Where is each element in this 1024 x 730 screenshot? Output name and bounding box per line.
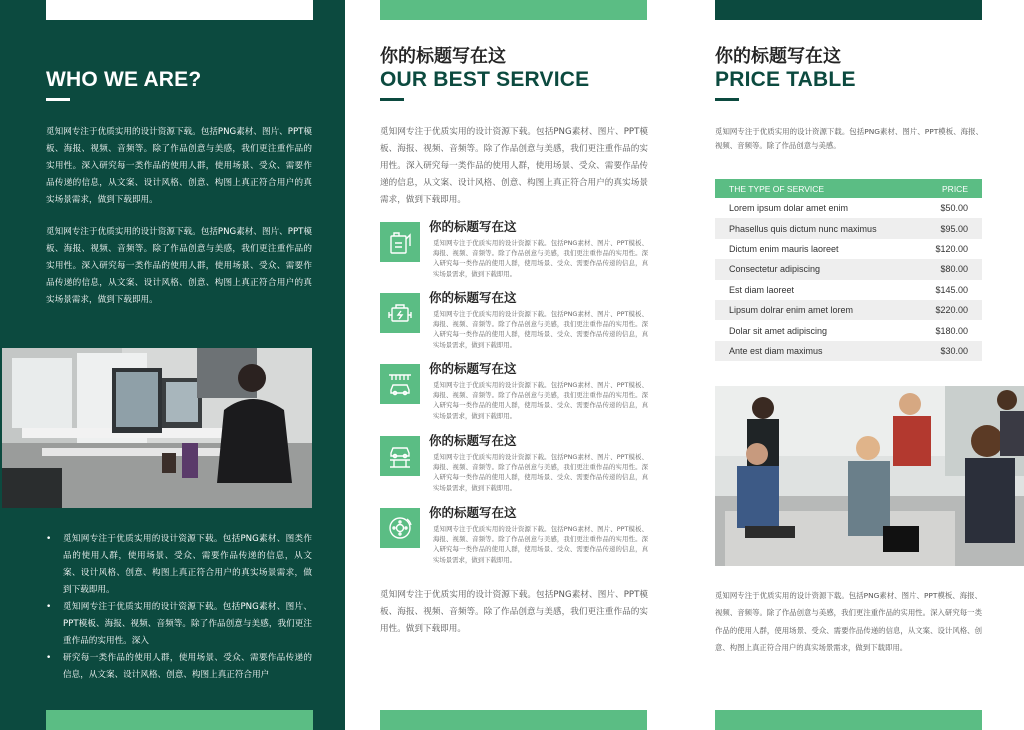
bottom-bar-green — [380, 710, 647, 730]
table-row — [715, 300, 982, 320]
table-row — [715, 239, 982, 259]
service-item — [380, 506, 648, 570]
table-row — [715, 198, 982, 218]
section-title-cn: 你的标题写在这 — [380, 46, 506, 67]
service-text: 觅知网专注于优质实用的设计资源下载。包括PNG素材、图片、PPT模板、海报、视频、音频等。除了作品创意与美感，我们更注重作品的实用性。深入研究每一类作品的使用人群，使用场景、受众、需要作品传递的信息，真实场景需求，做到下载即用。 — [433, 525, 648, 564]
service-item — [380, 220, 648, 284]
car-lift-icon — [380, 436, 420, 476]
price-outro-paragraph: 觅知网专注于优质实用的设计资源下载。包括PNG素材、图片、PPT模板、海报、视频、音频等。除了作品创意与美感，我们更注重作品的实用性。深入研究每一类作品的使用人群，使用场景、受众、需要作品传递的信息，从文案、设计风格、创意、构图上真正符合用户的真实场景需求，做到下载即用。 — [715, 591, 982, 653]
bullet-list — [46, 531, 312, 684]
service-intro-paragraph: 觅知网专注于优质实用的设计资源下载。包括PNG素材、图片、PPT模板、海报、视频、音频等。除了作品创意与美感，我们更注重作品的实用性。深入研究每一类作品的使用人群，使用场景、受众、需要作品传递的信息，从文案、设计风格、创意、构图上真正符合用户的真实场景需求，做到下载即用。 — [380, 127, 648, 205]
table-header-row — [715, 179, 982, 198]
bullet-item: • 觅知网专注于优质实用的设计资源下载。包括PNG素材、图片、PPT模板、海报、视频、音频等。除了作品创意与美感，我们更注重作品的实用性。深入 — [46, 599, 312, 650]
service-text: 觅知网专注于优质实用的设计资源下载。包括PNG素材、图片、PPT模板、海报、视频、音频等。除了作品创意与美感，我们更注重作品的实用性。深入研究每一类作品的使用人群，使用场景、受众、需要作品传递的信息，真实场景需求，做到下载即用。 — [433, 310, 648, 349]
service-item — [380, 362, 648, 426]
brake-disc-icon — [380, 508, 420, 548]
car-engine-icon — [380, 293, 420, 333]
service-cell: Dolar sit amet adipiscing — [729, 325, 828, 336]
service-title: 你的标题写在这 — [429, 290, 517, 305]
car-wash-icon — [380, 364, 420, 404]
table-row — [715, 320, 982, 340]
service-cell: Dictum enim mauris laoreet — [729, 243, 839, 254]
bullet-item: • 觅知网专注于优质实用的设计资源下载。包括PNG素材、图类作品的使用人群，使用场景、受众、需要作品传递的信息，从文案、设计风格、创意、构图上真正符合用户的真实场景需求，做到下载即用。 — [46, 531, 312, 599]
section-title-cn: 你的标题写在这 — [715, 46, 841, 67]
service-cell: Lorem ipsum dolar amet enim — [729, 203, 849, 214]
service-item — [380, 434, 648, 498]
intro-paragraph-2: 觅知网专注于优质实用的设计资源下载。包括PNG素材、图片、PPT模板、海报、视频、音频等。除了作品创意与美感，我们更注重作品的实用性。深入研究每一类作品的使用人群，使用场景、受众、需要作品传递的信息，从文案、设计风格、创意、构图上真正符合用户的真实场景需求，做到下载即用。 — [46, 227, 312, 305]
service-outro-paragraph: 觅知网专注于优质实用的设计资源下载。包括PNG素材、图片、PPT模板、海报、视频、音频等。除了作品创意与美感，我们更注重作品的实用性。做到下载即用。 — [380, 590, 648, 634]
our-best-service-title: OUR BEST SERVICE — [380, 68, 590, 91]
bottom-bar-green — [46, 710, 313, 730]
service-cell: Consectetur adipiscing — [715, 259, 914, 279]
price-intro-paragraph: 觅知网专注于优质实用的设计资源下载。包括PNG素材、图片、PPT模板、海报、视频、音频等。除了作品创意与美感。 — [715, 127, 983, 150]
who-we-are-title: WHO WE ARE? — [46, 68, 202, 91]
price-table — [715, 179, 982, 361]
title-underline — [380, 98, 404, 101]
top-bar-white — [46, 0, 313, 20]
bottom-bar-green — [715, 710, 982, 730]
service-cell: Est diam laoreet — [729, 284, 795, 295]
price-cell: $50.00 — [940, 203, 968, 214]
top-bar-dark — [715, 0, 982, 20]
price-cell: $145.00 — [935, 284, 968, 295]
service-type-header: THE TYPE OF SERVICE — [715, 179, 914, 198]
top-bar-green — [380, 0, 647, 20]
right-panel — [680, 0, 1024, 730]
intro-paragraph-1: 觅知网专注于优质实用的设计资源下载。包括PNG素材、图片、PPT模板、海报、视频、音频等。除了作品创意与美感，我们更注重作品的实用性。深入研究每一类作品的使用人群，使用场景、受众、需要作品传递的信息，从文案、设计风格、创意、构图上真正符合用户的真实场景需求，做到下载即用。 — [46, 127, 312, 205]
price-header: PRICE — [914, 179, 982, 198]
service-text: 觅知网专注于优质实用的设计资源下载。包括PNG素材、图片、PPT模板、海报、视频、音频等。除了作品创意与美感，我们更注重作品的实用性。深入研究每一类作品的使用人群，使用场景、受众、需要作品传递的信息，真实场景需求，做到下载即用。 — [433, 453, 648, 492]
office-photo — [2, 348, 312, 508]
gas-can-icon — [380, 222, 420, 262]
price-table-title: PRICE TABLE — [715, 68, 856, 91]
bullet-item: • 研究每一类作品的使用人群，使用场景、受众、需要作品传递的信息，从文案、设计风格、创意、构图上真正符合用户 — [46, 650, 312, 684]
middle-panel — [345, 0, 680, 730]
service-title: 你的标题写在这 — [429, 433, 517, 448]
left-panel — [0, 0, 345, 730]
table-row — [715, 259, 982, 279]
service-text: 觅知网专注于优质实用的设计资源下载。包括PNG素材、图片、PPT模板、海报、视频、音频等。除了作品创意与美感，我们更注重作品的实用性。深入研究每一类作品的使用人群，使用场景、受众、需要作品传递的信息，真实场景需求，做到下载即用。 — [433, 381, 648, 420]
price-cell: $30.00 — [914, 341, 982, 361]
service-cell: Phasellus quis dictum nunc maximus — [715, 218, 914, 238]
title-underline — [46, 98, 70, 101]
table-row — [715, 218, 982, 238]
price-cell: $220.00 — [914, 300, 982, 320]
price-cell: $120.00 — [935, 243, 968, 254]
title-underline — [715, 98, 739, 101]
price-cell: $95.00 — [914, 218, 982, 238]
service-title: 你的标题写在这 — [429, 505, 517, 520]
price-cell: $180.00 — [935, 325, 968, 336]
service-cell: Lipsum dolrar enim amet lorem — [715, 300, 914, 320]
price-cell: $80.00 — [914, 259, 982, 279]
service-text: 觅知网专注于优质实用的设计资源下载。包括PNG素材、图片、PPT模板、海报、视频、音频等。除了作品创意与美感，我们更注重作品的实用性。深入研究每一类作品的使用人群，使用场景、受众、需要作品传递的信息，真实场景需求，做到下载即用。 — [433, 239, 648, 278]
team-meeting-photo — [715, 386, 1024, 566]
table-row — [715, 341, 982, 361]
service-item — [380, 291, 648, 355]
table-row — [715, 280, 982, 300]
service-title: 你的标题写在这 — [429, 361, 517, 376]
service-title: 你的标题写在这 — [429, 219, 517, 234]
service-cell: Ante est diam maximus — [715, 341, 914, 361]
